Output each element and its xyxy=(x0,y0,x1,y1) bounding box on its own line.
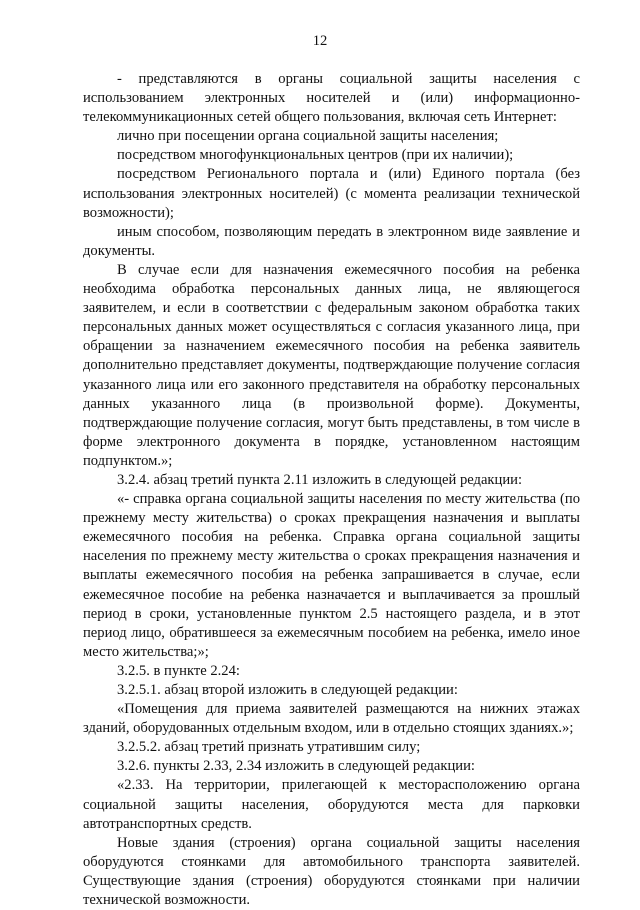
paragraph: иным способом, позволяющим передать в электронном виде заявление и документы. xyxy=(83,223,580,259)
paragraph: посредством многофункциональных центров (при их наличии); xyxy=(117,147,514,164)
paragraph: 3.2.4. абзац третий пункта 2.11 изложить в следующей редакции: xyxy=(117,471,523,488)
paragraph: - представляются в органы социальной защиты населения с использованием электронных носителей и (или) информационно-телекоммуникационных сетей общего пользования, включая сеть Интернет: xyxy=(83,71,580,126)
paragraph: 3.2.6. пункты 2.33, 2.34 изложить в следующей редакции: xyxy=(117,758,475,775)
paragraph: В случае если для назначения ежемесячного пособия на ребенка необходима обработка персональных данных лица, не являющегося заявителем, и если в соответствии с федеральным законом обработка таких персональных данных может осуществляться с согласия указанного лица, при обращении за назначением ежемесячного пособия на ребенка заявитель дополнительно представляет документы, подтверждающие получение согласия указанного лица или его законного представителя на обработку персональных данных указанного лица (в произвольной форме). Документы, подтверждающие получение согласия, могут быть представлены, в том числе в форме электронного документа в порядке, установленном настоящим подпунктом.»; xyxy=(83,261,580,469)
paragraph: 3.2.5.2. абзац третий признать утратившим силу; xyxy=(117,739,421,756)
document-body xyxy=(83,70,580,910)
paragraph: «Помещения для приема заявителей размещаются на нижних этажах зданий, оборудованных отдельным входом, или в отдельно стоящих зданиях.»; xyxy=(83,701,580,737)
paragraph: «- справка органа социальной защиты населения по месту жительства (по прежнему месту жительства) о сроках прекращения назначения и выплаты ежемесячного пособия на ребенка. Справка органа социальной защиты населения по прежнему месту жительства о сроках прекращения назначения и выплаты ежемесячного пособия на ребенка запрашивается в случае, если ежемесячное пособие на ребенка назначается и выплачивается за прошлый период в сроки, установленные пунктом 2.5 настоящего раздела, и в этот период лицо, обратившееся за ежемесячным пособием на ребенка, имело иное место жительства;»; xyxy=(83,491,580,660)
paragraph: «2.33. На территории, прилегающей к месторасположению органа социальной защиты населения, оборудуются места для парковки автотранспортных средств. xyxy=(83,777,580,832)
paragraph: 3.2.5. в пункте 2.24: xyxy=(117,662,240,679)
paragraph: посредством Регионального портала и (или) Единого портала (без использования электронных носителей) (с момента реализации технической возможности); xyxy=(83,166,580,221)
paragraph: Новые здания (строения) органа социальной защиты населения оборудуются стоянками для автомобильного транспорта заявителей. Существующие здания (строения) оборудуются стоянками при наличии технической возможности. xyxy=(83,834,580,909)
paragraph: 3.2.5.1. абзац второй изложить в следующей редакции: xyxy=(117,682,458,698)
page-number: 12 xyxy=(312,33,328,49)
paragraph: лично при посещении органа социальной защиты населения; xyxy=(117,128,499,145)
